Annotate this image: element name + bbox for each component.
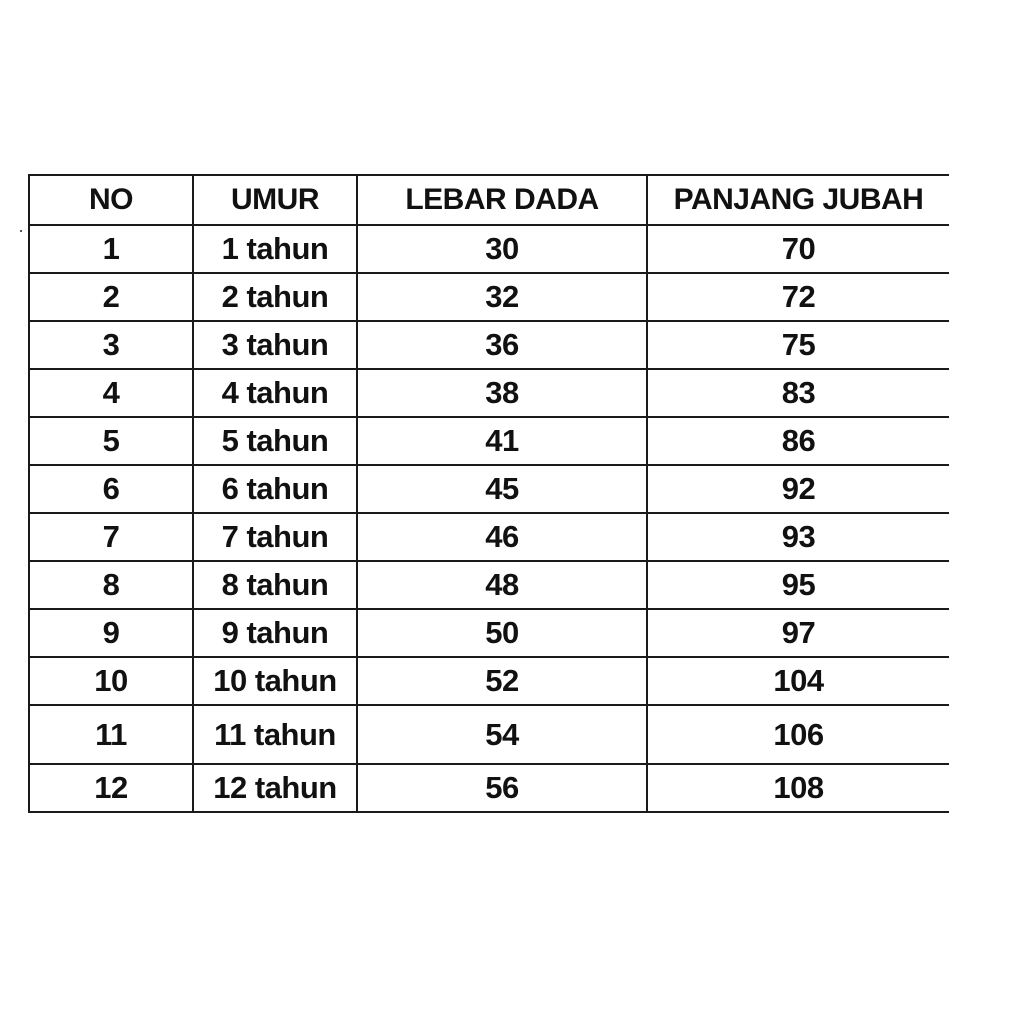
cell-no: 8 [29,561,193,609]
table-row [29,465,949,513]
cell-lebar-dada: 45 [357,465,647,513]
header-panjang-jubah: PANJANG JUBAH [647,175,949,225]
cell-lebar-dada: 32 [357,273,647,321]
cell-panjang-jubah: 108 [647,764,949,812]
cell-panjang-jubah: 83 [647,369,949,417]
cell-lebar-dada: 41 [357,417,647,465]
stray-dot [20,230,22,232]
table-row [29,225,949,273]
header-lebar-dada: LEBAR DADA [357,175,647,225]
cell-no: 11 [29,705,193,764]
table-row [29,513,949,561]
size-table [28,174,949,813]
cell-panjang-jubah: 93 [647,513,949,561]
cell-panjang-jubah: 92 [647,465,949,513]
cell-lebar-dada: 30 [357,225,647,273]
cell-panjang-jubah: 97 [647,609,949,657]
cell-panjang-jubah: 95 [647,561,949,609]
cell-umur: 3 tahun [193,321,357,369]
cell-no: 1 [29,225,193,273]
header-umur: UMUR [193,175,357,225]
cell-umur: 5 tahun [193,417,357,465]
cell-umur: 10 tahun [193,657,357,705]
cell-umur: 12 tahun [193,764,357,812]
cell-panjang-jubah: 104 [647,657,949,705]
cell-no: 2 [29,273,193,321]
cell-lebar-dada: 46 [357,513,647,561]
cell-no: 3 [29,321,193,369]
cell-no: 5 [29,417,193,465]
table-row [29,321,949,369]
cell-lebar-dada: 48 [357,561,647,609]
cell-panjang-jubah: 75 [647,321,949,369]
table-row [29,369,949,417]
table-row [29,705,949,764]
table-row [29,417,949,465]
cell-umur: 9 tahun [193,609,357,657]
table-row [29,764,949,812]
header-no: NO [29,175,193,225]
cell-umur: 7 tahun [193,513,357,561]
cell-no: 7 [29,513,193,561]
cell-umur: 11 tahun [193,705,357,764]
cell-lebar-dada: 56 [357,764,647,812]
table-row [29,657,949,705]
cell-panjang-jubah: 70 [647,225,949,273]
table-header-row [29,175,949,225]
table-row [29,273,949,321]
cell-no: 12 [29,764,193,812]
cell-panjang-jubah: 86 [647,417,949,465]
cell-umur: 2 tahun [193,273,357,321]
cell-lebar-dada: 36 [357,321,647,369]
cell-lebar-dada: 52 [357,657,647,705]
cell-no: 10 [29,657,193,705]
cell-lebar-dada: 54 [357,705,647,764]
cell-lebar-dada: 50 [357,609,647,657]
cell-no: 4 [29,369,193,417]
cell-umur: 4 tahun [193,369,357,417]
cell-no: 9 [29,609,193,657]
cell-lebar-dada: 38 [357,369,647,417]
cell-umur: 8 tahun [193,561,357,609]
cell-umur: 1 tahun [193,225,357,273]
cell-no: 6 [29,465,193,513]
table-row [29,561,949,609]
cell-panjang-jubah: 106 [647,705,949,764]
cell-umur: 6 tahun [193,465,357,513]
cell-panjang-jubah: 72 [647,273,949,321]
table-row [29,609,949,657]
